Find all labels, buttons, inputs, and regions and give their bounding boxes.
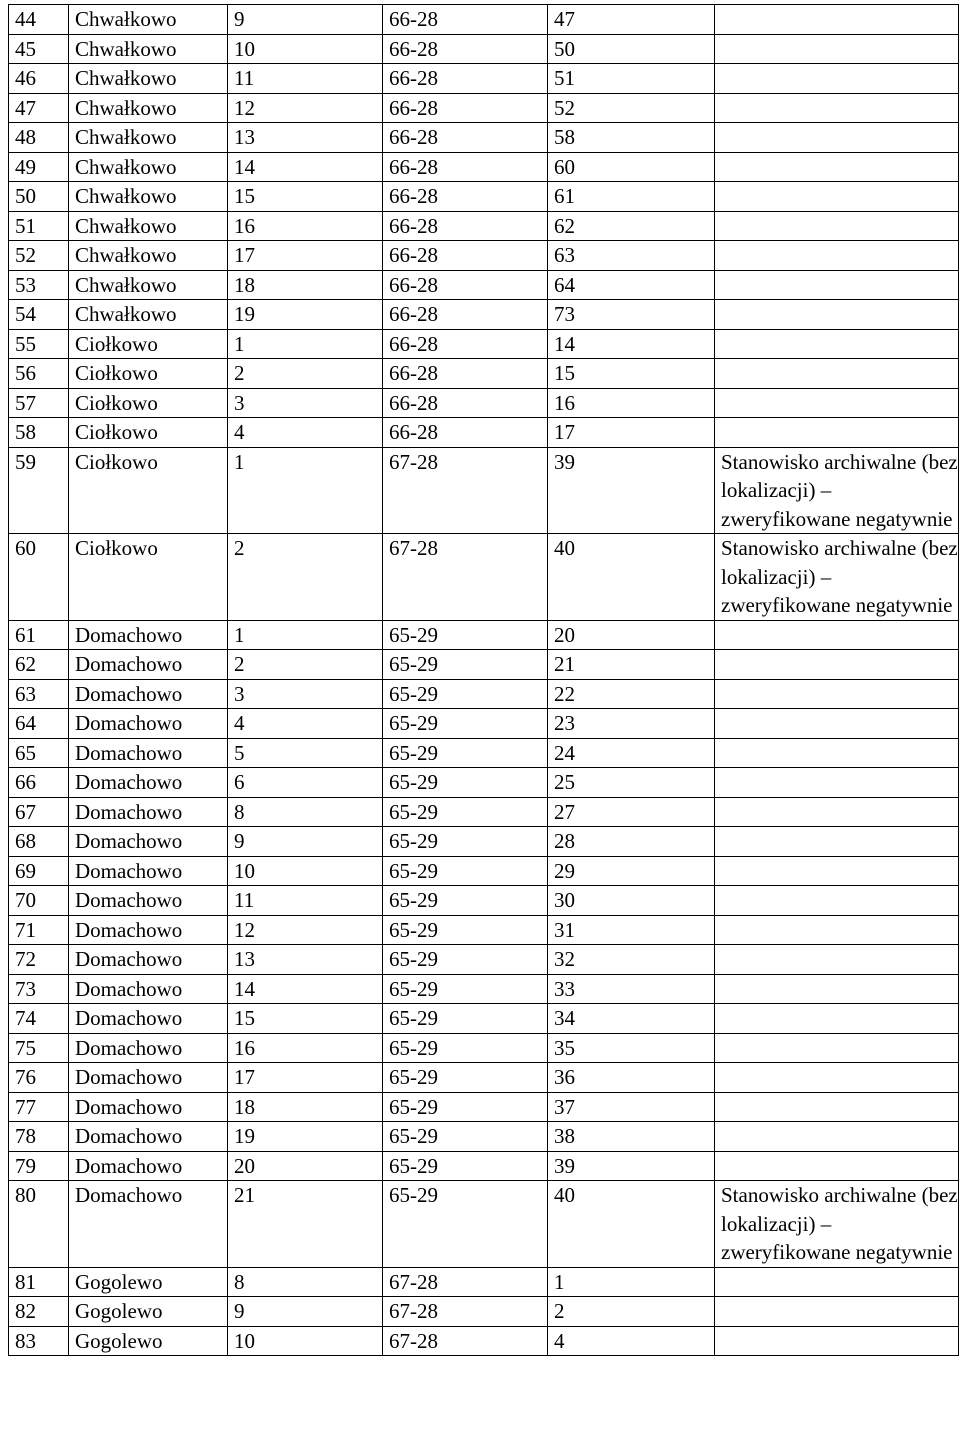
row-number-cell: 63 — [9, 679, 69, 709]
area-site-number-cell: 23 — [548, 709, 715, 739]
azp-area-cell: 66-28 — [383, 418, 548, 448]
table-row — [9, 388, 959, 418]
row-number-cell: 53 — [9, 270, 69, 300]
locality-cell: Chwałkowo — [69, 300, 228, 330]
site-register-table — [8, 4, 959, 1356]
table-row — [9, 738, 959, 768]
azp-area-cell: 66-28 — [383, 329, 548, 359]
remarks-cell — [715, 241, 959, 271]
area-site-number-cell: 28 — [548, 827, 715, 857]
row-number-cell: 60 — [9, 534, 69, 621]
table-row — [9, 1033, 959, 1063]
azp-area-cell: 67-28 — [383, 1326, 548, 1356]
row-number-cell: 70 — [9, 886, 69, 916]
table-row — [9, 974, 959, 1004]
site-number-cell: 12 — [228, 93, 383, 123]
table-row — [9, 182, 959, 212]
site-number-cell: 6 — [228, 768, 383, 798]
site-number-cell: 4 — [228, 418, 383, 448]
locality-cell: Domachowo — [69, 915, 228, 945]
azp-area-cell: 66-28 — [383, 64, 548, 94]
row-number-cell: 45 — [9, 34, 69, 64]
azp-area-cell: 65-29 — [383, 679, 548, 709]
area-site-number-cell: 24 — [548, 738, 715, 768]
area-site-number-cell: 64 — [548, 270, 715, 300]
area-site-number-cell: 33 — [548, 974, 715, 1004]
site-number-cell: 8 — [228, 1267, 383, 1297]
area-site-number-cell: 47 — [548, 5, 715, 35]
azp-area-cell: 66-28 — [383, 388, 548, 418]
table-row — [9, 1181, 959, 1268]
area-site-number-cell: 58 — [548, 123, 715, 153]
locality-cell: Gogolewo — [69, 1267, 228, 1297]
site-number-cell: 10 — [228, 856, 383, 886]
row-number-cell: 68 — [9, 827, 69, 857]
remarks-cell — [715, 64, 959, 94]
locality-cell: Domachowo — [69, 1092, 228, 1122]
remarks-cell — [715, 388, 959, 418]
azp-area-cell: 65-29 — [383, 768, 548, 798]
locality-cell: Domachowo — [69, 797, 228, 827]
remarks-cell: Stanowisko archiwalne (bez lokalizacji) – zweryfikowane negatywnie — [715, 447, 959, 534]
area-site-number-cell: 31 — [548, 915, 715, 945]
table-row — [9, 945, 959, 975]
remarks-cell — [715, 359, 959, 389]
row-number-cell: 56 — [9, 359, 69, 389]
area-site-number-cell: 1 — [548, 1267, 715, 1297]
table-row — [9, 211, 959, 241]
site-number-cell: 1 — [228, 329, 383, 359]
site-number-cell: 17 — [228, 241, 383, 271]
azp-area-cell: 65-29 — [383, 915, 548, 945]
azp-area-cell: 66-28 — [383, 123, 548, 153]
locality-cell: Domachowo — [69, 768, 228, 798]
area-site-number-cell: 36 — [548, 1063, 715, 1093]
locality-cell: Domachowo — [69, 1063, 228, 1093]
site-number-cell: 1 — [228, 447, 383, 534]
azp-area-cell: 66-28 — [383, 211, 548, 241]
azp-area-cell: 65-29 — [383, 620, 548, 650]
table-row — [9, 1326, 959, 1356]
remarks-cell — [715, 915, 959, 945]
site-number-cell: 11 — [228, 886, 383, 916]
remarks-cell — [715, 329, 959, 359]
locality-cell: Domachowo — [69, 1181, 228, 1268]
site-number-cell: 3 — [228, 679, 383, 709]
remarks-cell — [715, 768, 959, 798]
remarks-cell — [715, 650, 959, 680]
row-number-cell: 44 — [9, 5, 69, 35]
azp-area-cell: 67-28 — [383, 447, 548, 534]
table-row — [9, 915, 959, 945]
site-number-cell: 19 — [228, 300, 383, 330]
locality-cell: Chwałkowo — [69, 93, 228, 123]
site-number-cell: 1 — [228, 620, 383, 650]
area-site-number-cell: 20 — [548, 620, 715, 650]
remarks-cell — [715, 1151, 959, 1181]
table-row — [9, 359, 959, 389]
table-row — [9, 679, 959, 709]
site-number-cell: 8 — [228, 797, 383, 827]
area-site-number-cell: 16 — [548, 388, 715, 418]
site-number-cell: 20 — [228, 1151, 383, 1181]
azp-area-cell: 65-29 — [383, 738, 548, 768]
table-row — [9, 447, 959, 534]
site-number-cell: 13 — [228, 123, 383, 153]
area-site-number-cell: 14 — [548, 329, 715, 359]
remarks-cell — [715, 93, 959, 123]
azp-area-cell: 65-29 — [383, 856, 548, 886]
table-row — [9, 1122, 959, 1152]
area-site-number-cell: 34 — [548, 1004, 715, 1034]
area-site-number-cell: 50 — [548, 34, 715, 64]
row-number-cell: 66 — [9, 768, 69, 798]
site-number-cell: 10 — [228, 34, 383, 64]
row-number-cell: 73 — [9, 974, 69, 1004]
table-row — [9, 1297, 959, 1327]
remarks-cell — [715, 974, 959, 1004]
row-number-cell: 71 — [9, 915, 69, 945]
remarks-cell — [715, 797, 959, 827]
table-row — [9, 329, 959, 359]
remarks-cell — [715, 1092, 959, 1122]
site-number-cell: 11 — [228, 64, 383, 94]
table-row — [9, 123, 959, 153]
remarks-cell — [715, 738, 959, 768]
row-number-cell: 52 — [9, 241, 69, 271]
locality-cell: Chwałkowo — [69, 34, 228, 64]
remarks-cell — [715, 709, 959, 739]
table-row — [9, 534, 959, 621]
row-number-cell: 55 — [9, 329, 69, 359]
area-site-number-cell: 38 — [548, 1122, 715, 1152]
azp-area-cell: 65-29 — [383, 1004, 548, 1034]
site-number-cell: 16 — [228, 211, 383, 241]
area-site-number-cell: 39 — [548, 447, 715, 534]
locality-cell: Ciołkowo — [69, 329, 228, 359]
site-number-cell: 5 — [228, 738, 383, 768]
locality-cell: Domachowo — [69, 945, 228, 975]
area-site-number-cell: 2 — [548, 1297, 715, 1327]
site-number-cell: 14 — [228, 974, 383, 1004]
azp-area-cell: 65-29 — [383, 709, 548, 739]
locality-cell: Ciołkowo — [69, 359, 228, 389]
area-site-number-cell: 17 — [548, 418, 715, 448]
locality-cell: Gogolewo — [69, 1326, 228, 1356]
remarks-cell — [715, 1122, 959, 1152]
remarks-cell — [715, 1004, 959, 1034]
area-site-number-cell: 30 — [548, 886, 715, 916]
locality-cell: Chwałkowo — [69, 123, 228, 153]
azp-area-cell: 65-29 — [383, 1063, 548, 1093]
locality-cell: Domachowo — [69, 827, 228, 857]
locality-cell: Domachowo — [69, 1122, 228, 1152]
remarks-cell — [715, 679, 959, 709]
locality-cell: Domachowo — [69, 620, 228, 650]
table-row — [9, 886, 959, 916]
locality-cell: Chwałkowo — [69, 152, 228, 182]
area-site-number-cell: 37 — [548, 1092, 715, 1122]
locality-cell: Domachowo — [69, 679, 228, 709]
azp-area-cell: 65-29 — [383, 1092, 548, 1122]
locality-cell: Chwałkowo — [69, 211, 228, 241]
row-number-cell: 72 — [9, 945, 69, 975]
row-number-cell: 83 — [9, 1326, 69, 1356]
site-number-cell: 18 — [228, 270, 383, 300]
azp-area-cell: 65-29 — [383, 886, 548, 916]
locality-cell: Gogolewo — [69, 1297, 228, 1327]
remarks-cell — [715, 856, 959, 886]
azp-area-cell: 65-29 — [383, 650, 548, 680]
table-row — [9, 418, 959, 448]
area-site-number-cell: 22 — [548, 679, 715, 709]
azp-area-cell: 66-28 — [383, 359, 548, 389]
azp-area-cell: 66-28 — [383, 182, 548, 212]
remarks-cell — [715, 418, 959, 448]
row-number-cell: 82 — [9, 1297, 69, 1327]
table-row — [9, 152, 959, 182]
remarks-cell — [715, 1267, 959, 1297]
table-row — [9, 300, 959, 330]
table-row — [9, 241, 959, 271]
site-number-cell: 18 — [228, 1092, 383, 1122]
table-row — [9, 1151, 959, 1181]
remarks-cell — [715, 620, 959, 650]
table-row — [9, 64, 959, 94]
locality-cell: Domachowo — [69, 1004, 228, 1034]
table-body — [9, 5, 959, 1356]
locality-cell: Domachowo — [69, 886, 228, 916]
site-number-cell: 9 — [228, 5, 383, 35]
remarks-cell — [715, 270, 959, 300]
row-number-cell: 61 — [9, 620, 69, 650]
area-site-number-cell: 61 — [548, 182, 715, 212]
remarks-cell — [715, 211, 959, 241]
remarks-cell — [715, 34, 959, 64]
site-number-cell: 21 — [228, 1181, 383, 1268]
remarks-cell: Stanowisko archiwalne (bez lokalizacji) – zweryfikowane negatywnie — [715, 534, 959, 621]
table-row — [9, 797, 959, 827]
row-number-cell: 76 — [9, 1063, 69, 1093]
locality-cell: Ciołkowo — [69, 534, 228, 621]
site-number-cell: 15 — [228, 182, 383, 212]
site-number-cell: 3 — [228, 388, 383, 418]
site-number-cell: 9 — [228, 827, 383, 857]
table-row — [9, 620, 959, 650]
table-row — [9, 827, 959, 857]
row-number-cell: 47 — [9, 93, 69, 123]
locality-cell: Chwałkowo — [69, 64, 228, 94]
remarks-cell — [715, 1297, 959, 1327]
locality-cell: Chwałkowo — [69, 5, 228, 35]
row-number-cell: 62 — [9, 650, 69, 680]
azp-area-cell: 67-28 — [383, 1297, 548, 1327]
area-site-number-cell: 73 — [548, 300, 715, 330]
table-row — [9, 709, 959, 739]
area-site-number-cell: 63 — [548, 241, 715, 271]
area-site-number-cell: 29 — [548, 856, 715, 886]
row-number-cell: 80 — [9, 1181, 69, 1268]
row-number-cell: 51 — [9, 211, 69, 241]
row-number-cell: 65 — [9, 738, 69, 768]
site-number-cell: 14 — [228, 152, 383, 182]
site-number-cell: 19 — [228, 1122, 383, 1152]
azp-area-cell: 66-28 — [383, 93, 548, 123]
remarks-cell — [715, 1063, 959, 1093]
row-number-cell: 49 — [9, 152, 69, 182]
row-number-cell: 59 — [9, 447, 69, 534]
azp-area-cell: 65-29 — [383, 1181, 548, 1268]
azp-area-cell: 67-28 — [383, 1267, 548, 1297]
table-row — [9, 1092, 959, 1122]
row-number-cell: 46 — [9, 64, 69, 94]
table-row — [9, 1267, 959, 1297]
locality-cell: Ciołkowo — [69, 418, 228, 448]
azp-area-cell: 65-29 — [383, 1033, 548, 1063]
locality-cell: Chwałkowo — [69, 182, 228, 212]
remarks-cell — [715, 1033, 959, 1063]
row-number-cell: 48 — [9, 123, 69, 153]
remarks-cell — [715, 886, 959, 916]
area-site-number-cell: 60 — [548, 152, 715, 182]
azp-area-cell: 65-29 — [383, 974, 548, 1004]
row-number-cell: 69 — [9, 856, 69, 886]
site-number-cell: 9 — [228, 1297, 383, 1327]
area-site-number-cell: 35 — [548, 1033, 715, 1063]
locality-cell: Domachowo — [69, 856, 228, 886]
site-number-cell: 13 — [228, 945, 383, 975]
area-site-number-cell: 39 — [548, 1151, 715, 1181]
row-number-cell: 57 — [9, 388, 69, 418]
site-number-cell: 2 — [228, 650, 383, 680]
site-number-cell: 17 — [228, 1063, 383, 1093]
row-number-cell: 67 — [9, 797, 69, 827]
remarks-cell — [715, 152, 959, 182]
site-number-cell: 12 — [228, 915, 383, 945]
area-site-number-cell: 40 — [548, 534, 715, 621]
row-number-cell: 64 — [9, 709, 69, 739]
area-site-number-cell: 40 — [548, 1181, 715, 1268]
azp-area-cell: 65-29 — [383, 827, 548, 857]
table-row — [9, 650, 959, 680]
azp-area-cell: 65-29 — [383, 1151, 548, 1181]
site-number-cell: 15 — [228, 1004, 383, 1034]
remarks-cell — [715, 123, 959, 153]
table-row — [9, 93, 959, 123]
azp-area-cell: 66-28 — [383, 270, 548, 300]
locality-cell: Domachowo — [69, 650, 228, 680]
azp-area-cell: 65-29 — [383, 1122, 548, 1152]
area-site-number-cell: 51 — [548, 64, 715, 94]
table-row — [9, 1004, 959, 1034]
remarks-cell — [715, 827, 959, 857]
remarks-cell — [715, 5, 959, 35]
locality-cell: Ciołkowo — [69, 388, 228, 418]
table-row — [9, 270, 959, 300]
locality-cell: Domachowo — [69, 1033, 228, 1063]
locality-cell: Ciołkowo — [69, 447, 228, 534]
azp-area-cell: 65-29 — [383, 797, 548, 827]
site-number-cell: 10 — [228, 1326, 383, 1356]
area-site-number-cell: 21 — [548, 650, 715, 680]
remarks-cell — [715, 300, 959, 330]
remarks-cell — [715, 1326, 959, 1356]
row-number-cell: 79 — [9, 1151, 69, 1181]
azp-area-cell: 66-28 — [383, 152, 548, 182]
row-number-cell: 50 — [9, 182, 69, 212]
azp-area-cell: 66-28 — [383, 34, 548, 64]
site-number-cell: 2 — [228, 359, 383, 389]
azp-area-cell: 66-28 — [383, 5, 548, 35]
remarks-cell — [715, 945, 959, 975]
area-site-number-cell: 15 — [548, 359, 715, 389]
table-row — [9, 34, 959, 64]
locality-cell: Chwałkowo — [69, 241, 228, 271]
site-number-cell: 16 — [228, 1033, 383, 1063]
locality-cell: Chwałkowo — [69, 270, 228, 300]
locality-cell: Domachowo — [69, 974, 228, 1004]
table-row — [9, 1063, 959, 1093]
area-site-number-cell: 27 — [548, 797, 715, 827]
remarks-cell — [715, 182, 959, 212]
area-site-number-cell: 4 — [548, 1326, 715, 1356]
table-row — [9, 768, 959, 798]
azp-area-cell: 66-28 — [383, 300, 548, 330]
remarks-cell: Stanowisko archiwalne (bez lokalizacji) – zweryfikowane negatywnie — [715, 1181, 959, 1268]
azp-area-cell: 66-28 — [383, 241, 548, 271]
table-row — [9, 5, 959, 35]
locality-cell: Domachowo — [69, 738, 228, 768]
table-row — [9, 856, 959, 886]
row-number-cell: 74 — [9, 1004, 69, 1034]
row-number-cell: 75 — [9, 1033, 69, 1063]
area-site-number-cell: 52 — [548, 93, 715, 123]
row-number-cell: 54 — [9, 300, 69, 330]
area-site-number-cell: 32 — [548, 945, 715, 975]
row-number-cell: 78 — [9, 1122, 69, 1152]
row-number-cell: 81 — [9, 1267, 69, 1297]
area-site-number-cell: 62 — [548, 211, 715, 241]
azp-area-cell: 67-28 — [383, 534, 548, 621]
site-number-cell: 4 — [228, 709, 383, 739]
area-site-number-cell: 25 — [548, 768, 715, 798]
site-number-cell: 2 — [228, 534, 383, 621]
row-number-cell: 58 — [9, 418, 69, 448]
azp-area-cell: 65-29 — [383, 945, 548, 975]
locality-cell: Domachowo — [69, 1151, 228, 1181]
locality-cell: Domachowo — [69, 709, 228, 739]
row-number-cell: 77 — [9, 1092, 69, 1122]
